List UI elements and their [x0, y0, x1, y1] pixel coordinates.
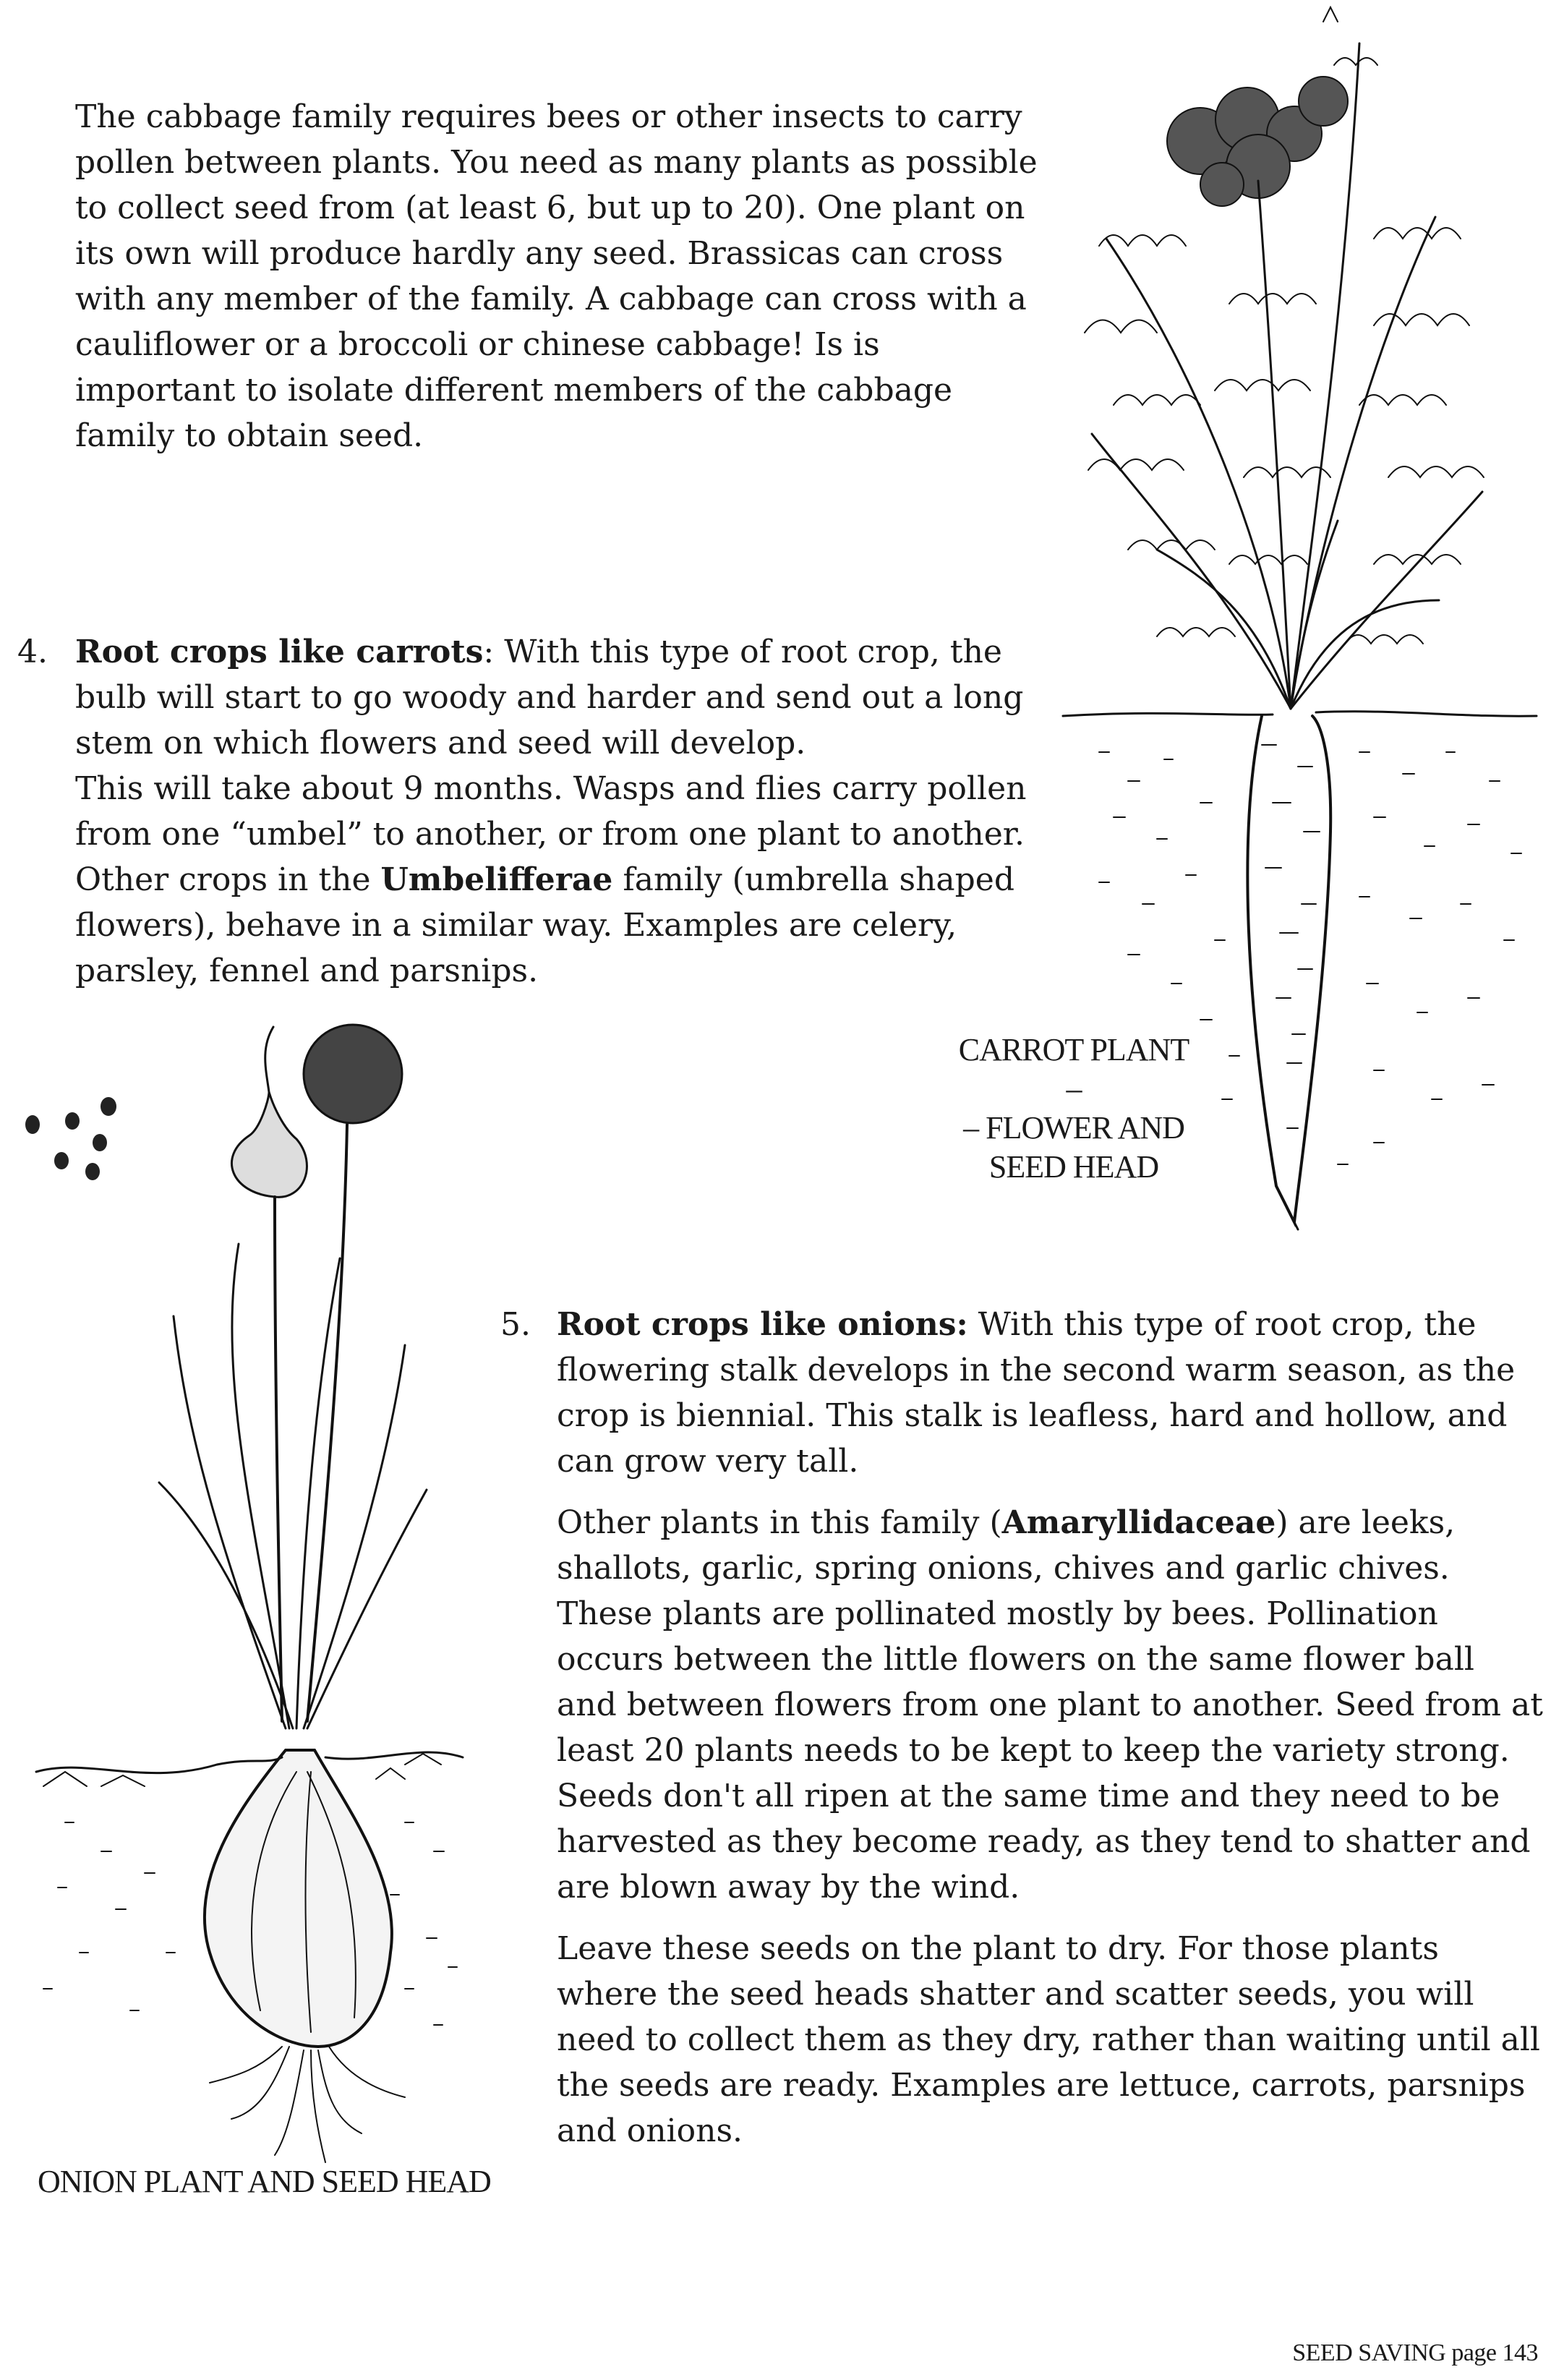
seeds-group	[25, 1097, 116, 1180]
item-4-text-a: : With this type of root crop, the bulb will start to go woody and harder and send out a long stem on which flowers and seed will develop.	[75, 634, 1024, 762]
item-4-text-b: This will take about 9 months. Wasps and flies carry pollen from one “umbel” to another, or from one plant to another. Other crops in the	[75, 770, 1027, 898]
item-5-para-2-a: Other plants in this family (	[557, 1504, 1002, 1541]
item-5-para-3: Leave these seeds on the plant to dry. For those plants where the seed heads shatter and scatter seeds, you will need to collect them as they dry, rather than waiting until all the seeds are ready. Examples are lettuce, carrots, parsnips and onions.	[557, 1930, 1541, 2149]
item-5-family: Amaryllidaceae	[1001, 1504, 1276, 1541]
carrot-caption-line-2: – FLOWER AND	[963, 1110, 1184, 1146]
intro-paragraph: The cabbage family requires bees or other insects to carry pollen between plants. You need as many plants as possible to collect seed from (at least 6, but up to 20). One plant on its own will produce hardly any seed. Brassicas can cross with any member of the family. A cabbage can cross with a cauliflower or a broccoli or chinese cabbage! Is is important to isolate different members of the cabbage family to obtain seed.	[75, 98, 1038, 454]
item-4-text-c: family (umbrella shaped flowers), behave in a similar way. Examples are celery, parsley, fennel and parsnips.	[75, 861, 1015, 989]
item-5-para-2-b: ) are leeks, shallots, garlic, spring onions, chives and garlic chives. These plants are pollinated mostly by bees. Pollination occurs between the little flowers on the same flower ball and between flowers from one plant to another. Seed from at least 20 plants needs to be kept to keep the variety strong. Seeds don't all ripen at the same time and they need to be harvested as they become ready, as they tend to shatter and are blown away by the wind.	[557, 1504, 1543, 1906]
item-5-text: With this type of root crop, the flowering stalk develops in the second warm season, as the crop is biennial. This stalk is leafless, hard and hollow, and can grow very tall.	[557, 1306, 1516, 1480]
page-footer: SEED SAVING page 143	[1292, 2340, 1538, 2366]
item-5-heading: Root crops like onions:	[557, 1306, 968, 1343]
onion-caption: ONION PLANT AND SEED HEAD	[38, 2164, 491, 2199]
item-4-heading: Root crops like carrots	[75, 634, 484, 670]
carrot-caption-line-1: CARROT PLANT –	[958, 1032, 1189, 1106]
carrot-caption-line-3: SEED HEAD	[988, 1149, 1159, 1185]
item-4-family: Umbelifferae	[380, 861, 613, 898]
item-4-number: 4.	[17, 634, 48, 670]
item-5-number: 5.	[500, 1306, 531, 1343]
